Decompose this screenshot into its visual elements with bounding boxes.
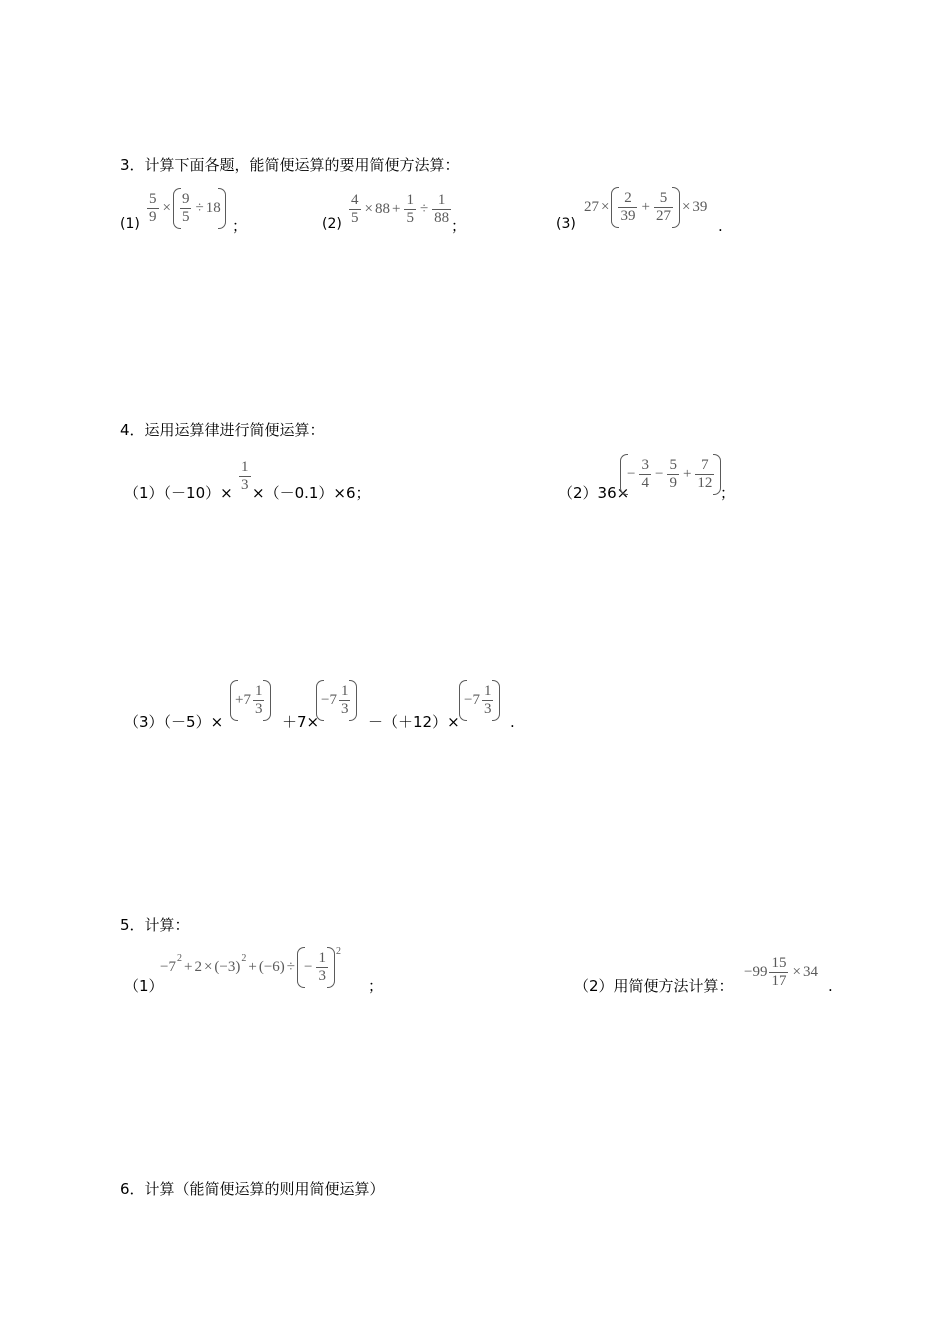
q5-p2-label: （2）用简便方法计算： bbox=[574, 977, 734, 995]
q5-p2-end: . bbox=[828, 977, 833, 995]
q3-end1: ； bbox=[232, 217, 248, 235]
q3-p3-label: (3) bbox=[556, 216, 576, 232]
q3-end2: ； bbox=[451, 217, 467, 235]
q4-p2-expr: − $\frac{3}{4}$ − $\frac{5}{9}$ + $\frac{7}{12}$ bbox=[620, 454, 721, 495]
q4-p3-mixed2: −7 $\frac{1}{3}$ bbox=[316, 680, 357, 721]
q3-end3: . bbox=[718, 217, 723, 235]
q4-p3-mixed1: +7 $\frac{1}{3}$ bbox=[230, 680, 271, 721]
q3-expr3: 27 × $\frac{2}{39}$ + $\frac{5}{27}$ × 39 bbox=[584, 187, 707, 228]
q4-p3-c: －（＋12）× bbox=[368, 713, 460, 731]
q5-p1-end: ； bbox=[368, 977, 384, 995]
q4-p1-fraction: $\frac{1}{3}$ bbox=[241, 459, 249, 493]
q4-p2-end: ； bbox=[720, 484, 736, 502]
q3-title: 3．计算下面各题，能简便运算的要用简便方法算： bbox=[120, 156, 460, 174]
q6-title: 6．计算（能简便运算的则用简便运算） bbox=[120, 1180, 385, 1198]
q4-p3-b: ＋7× bbox=[282, 713, 320, 731]
q3-expr2: $\frac{4}{5}$ × 88 + $\frac{1}{5}$ ÷ $\frac{1}{88}$ bbox=[351, 192, 450, 226]
q5-p1-expr: −7 2 + 2 × (−3) 2 + (−6) ÷ − $\frac{1}{3}$ 2 bbox=[160, 947, 341, 988]
q3-p1-label: (1) bbox=[120, 216, 140, 232]
q5-p2-expr: −99 $\frac{15}{17}$ × 34 bbox=[744, 955, 818, 989]
q4-p2-a: （2）36× bbox=[558, 484, 630, 502]
q4-p3-end: . bbox=[510, 713, 515, 731]
q4-p3-mixed3: −7 $\frac{1}{3}$ bbox=[459, 680, 500, 721]
fraction: $\frac{5}{9}$ bbox=[149, 191, 157, 225]
parenthesis: $\frac{9}{5}$ ÷ 18 bbox=[173, 188, 226, 229]
q4-p1-b: ×（－0.1）×6； bbox=[252, 484, 371, 502]
q5-p1-label: （1） bbox=[124, 977, 164, 995]
q4-p1-a: （1）（－10）× bbox=[124, 484, 233, 502]
q3-expr1: $\frac{5}{9}$ × $\frac{9}{5}$ ÷ 18 bbox=[145, 188, 226, 229]
q4-p3-a: （3）（－5）× bbox=[124, 713, 224, 731]
q5-title: 5．计算： bbox=[120, 916, 190, 934]
q3-p2-label: (2) bbox=[322, 216, 342, 232]
q4-title: 4．运用运算律进行简便运算： bbox=[120, 421, 325, 439]
